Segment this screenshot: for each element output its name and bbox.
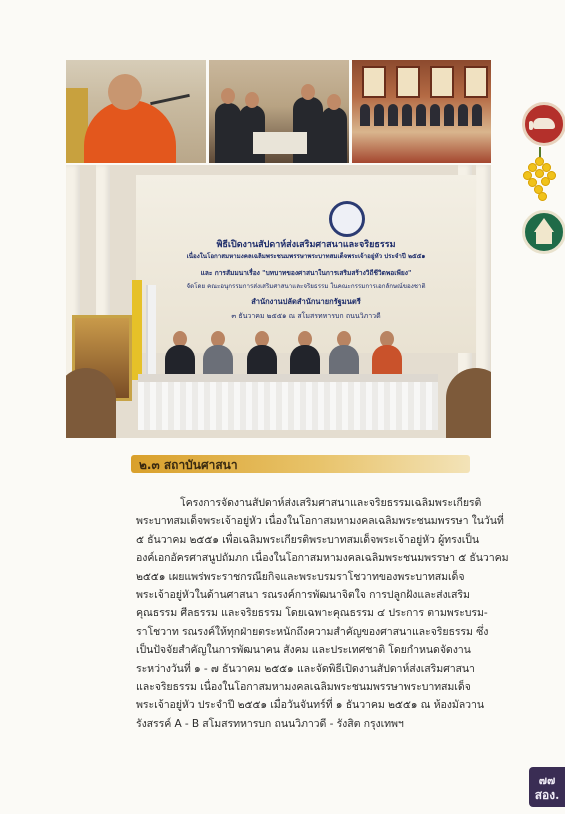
- thai-pavilion-icon: [522, 210, 565, 254]
- white-flag: [146, 285, 156, 380]
- banner-line-6: ๓ ธันวาคม ๒๕๕๑ ณ สโมสรทหารบก ถนนวิภาวดี: [231, 312, 381, 320]
- photo-opening-ceremony-stage: [66, 165, 491, 438]
- page-number-sub: สอง.: [534, 788, 560, 802]
- paragraph-line: พระเจ้าอยู่หัว ประจำปี ๒๕๕๑ เมื่อวันจันทร์ที่ ๑ ธันวาคม ๒๕๕๑ ณ ห้องมัลวาน: [136, 699, 484, 712]
- photo-audience-hall: [352, 60, 491, 163]
- paragraph-line: ๒๕๕๑ เผยแพร่พระราชกรณียกิจและพระบรมราโชวาทของพระบาทสมเด็จ: [136, 570, 465, 583]
- body-paragraph: [136, 494, 509, 733]
- banner-line-5: สำนักงานปลัดสำนักนายกรัฐมนตรี: [251, 297, 361, 306]
- paragraph-line: พระเจ้าอยู่หัวในด้านศาสนา รณรงค์การพัฒนาจิตใจ การปลูกฝังและส่งเสริม: [136, 588, 470, 601]
- paragraph-line: เป็นปัจจัยสำคัญในการพัฒนาคน สังคม และประเทศชาติ โดยกำหนดจัดงาน: [136, 644, 471, 657]
- paragraph-line: และจริยธรรม เนื่องในโอกาสมหามงคลเฉลิมพระชนมพรรษาพระบาทสมเด็จ: [136, 680, 471, 693]
- banner-line-4: จัดโดย คณะอนุกรรมการส่งเสริมศาสนาและจริยธรรม ในคณะกรรมการเอกลักษณ์ของชาติ: [186, 283, 426, 290]
- paragraph-line: โครงการจัดงานสัปดาห์ส่งเสริมศาสนาและจริยธรรมเฉลิมพระเกียรติ: [180, 497, 482, 509]
- government-seal-icon: [329, 201, 365, 237]
- elephant-icon: [522, 102, 565, 146]
- stage-plant: [66, 368, 116, 438]
- page-number-tab: [529, 767, 565, 807]
- banner-line-3: และ การสัมมนาเรื่อง "บทบาทของศาสนาในการเสริมสร้างวิถีชีวิตพอเพียง": [200, 269, 412, 277]
- photo-monk-speaking: [66, 60, 206, 163]
- paragraph-line: รังสรรค์ A - B สโมสรทหารบก ถนนวิภาวดี - รังสิต กรุงเทพฯ: [136, 717, 404, 730]
- stage-plant: [446, 368, 491, 438]
- section-heading: ๒.๓ สถาบันศาสนา: [139, 458, 238, 472]
- paragraph-line: คุณธรรม ศีลธรรม และจริยธรรม โดยเฉพาะคุณธรรม ๔ ประการ ตามพระบรม-: [136, 607, 488, 620]
- section-heading-bar: [131, 455, 470, 473]
- paragraph-line: ระหว่างวันที่ ๑ - ๗ ธันวาคม ๒๕๕๑ และจัดพิธีเปิดงานสัปดาห์ส่งเสริมศาสนา: [136, 662, 475, 675]
- paragraph-line: พระบาทสมเด็จพระเจ้าอยู่หัว เนื่องในโอกาสมหามงคลเฉลิมพระชนมพรรษา ในวันที่: [136, 515, 504, 528]
- paragraph-line: ราโชวาท รณรงค์ให้ทุกฝ่ายตระหนักถึงความสำคัญของศาสนาและจริยธรรม ซึ่ง: [136, 625, 489, 638]
- golden-shower-flower-icon: [518, 145, 562, 201]
- ceremony-banner: [136, 175, 476, 353]
- page-number: ๗๗: [538, 774, 556, 787]
- banner-line-1: พิธีเปิดงานสัปดาห์ส่งเสริมศาสนาและจริยธรรม: [216, 240, 396, 250]
- banner-line-2: เนื่องในโอกาสมหามงคลเฉลิมพระชนมพรรษาพระบาทสมเด็จพระเจ้าอยู่หัว ประจำปี ๒๕๕๑: [186, 253, 426, 260]
- paragraph-line: ๕ ธันวาคม ๒๕๕๑ เพื่อเฉลิมพระเกียรติพระบาทสมเด็จพระเจ้าอยู่หัว ผู้ทรงเป็น: [136, 533, 480, 546]
- yellow-flag: [132, 280, 142, 380]
- paragraph-line: องค์เอกอัครศาสนูปถัมภก เนื่องในโอกาสมหามงคลเฉลิมพระชนมพรรษา ๕ ธันวาคม: [136, 552, 509, 565]
- photo-officials-standing: [209, 60, 349, 163]
- stage-table: [138, 380, 438, 430]
